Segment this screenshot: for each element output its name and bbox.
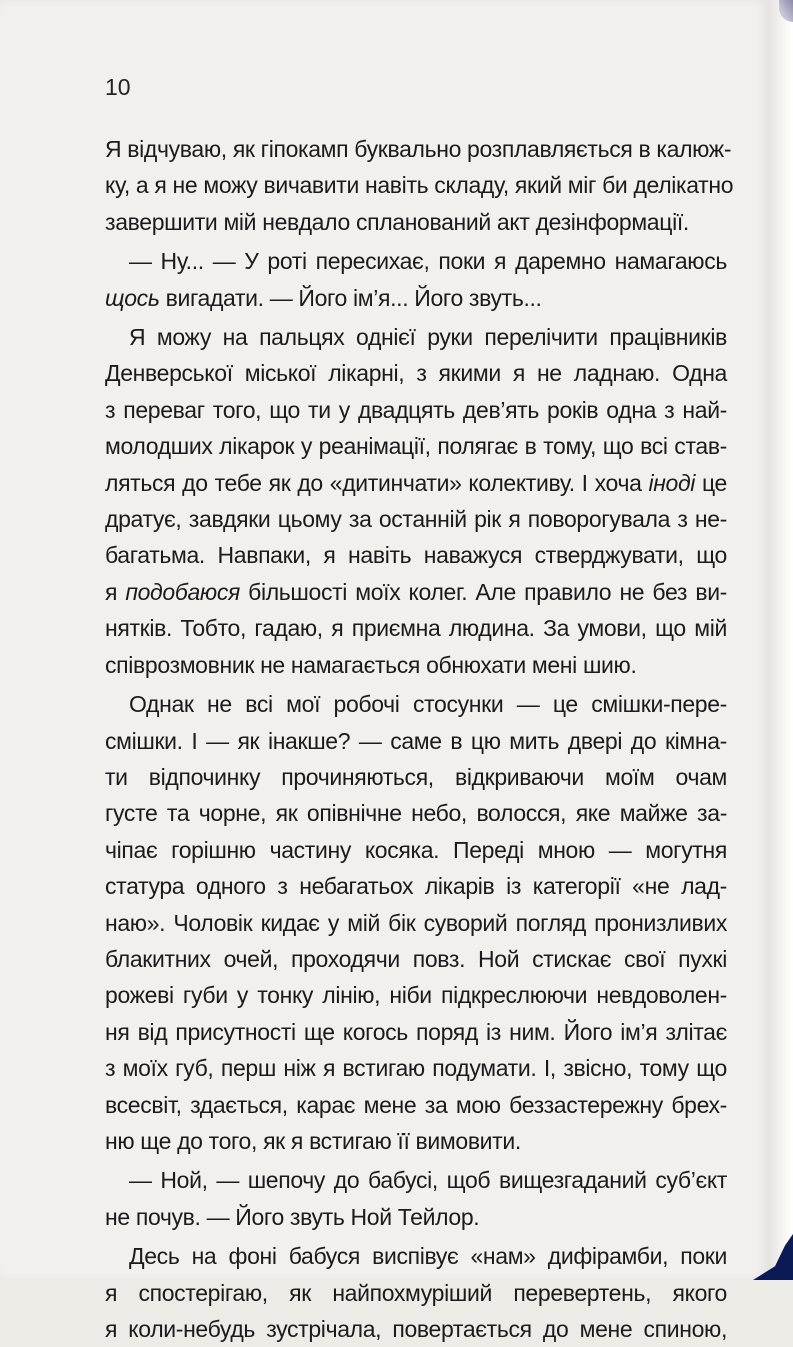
text-line: багатьма. Навпаки, я навіть наважуся стверджувати, що xyxy=(105,542,727,569)
text-line: Я можу на пальцях однієї руки перелічити працівників xyxy=(129,324,727,351)
text-line: співрозмовник не намагається обнюхати мені шию. xyxy=(105,651,637,678)
text-line: нятків. Тобто, гадаю, я приємна людина. За умови, що мій xyxy=(105,615,727,642)
text-line: я подобаюся більшості моїх колег. Але правило не без ви- xyxy=(105,578,727,605)
text-line: статура одного з небагатьох лікарів із категорії «не лад- xyxy=(105,873,727,900)
text-line: ню ще до того, як я встигаю її вимовити. xyxy=(105,1127,521,1154)
text-line: Десь на фоні бабуся виспівує «нам» дифірамби, поки xyxy=(129,1243,727,1270)
text-line: Я відчуваю, як гіпокамп буквально розплавляється в калюж- xyxy=(105,136,732,162)
text-line: молодших лікарок у реанімації, полягає в тому, що всі став- xyxy=(105,433,727,460)
text-line: смішки. І — як інакше? — саме в цю мить двері до кімна- xyxy=(105,727,727,754)
page-edge xyxy=(770,0,793,1280)
text-line: з моїх губ, перш ніж я встигаю подумати. І, звісно, тому що xyxy=(105,1055,727,1082)
text-line: ти відпочинку прочиняються, відкриваючи моїм очам xyxy=(105,763,727,790)
text-line: ня від присутності ще когось поряд із ним. Його ім’я злітає xyxy=(105,1018,727,1045)
page-number: 10 xyxy=(105,74,131,100)
text-line: Однак не всі мої робочі стосунки — це смішки-пере- xyxy=(129,691,727,718)
text-line: рожеві губи у тонку лінію, ніби підкреслюючи невдоволен- xyxy=(105,982,727,1009)
text-line: густе та чорне, як опівнічне небо, волосся, яке майже за- xyxy=(105,800,727,827)
text-line: я спостерігаю, як найпохмуріший перевертень, якого xyxy=(105,1279,727,1306)
text-line: дратує, завдяки цьому за останній рік я поворогувала з не- xyxy=(105,506,727,533)
text-line: всесвіт, здається, карає мене за мою беззастережну брех- xyxy=(105,1091,727,1118)
text-line: блакитних очей, проходячи повз. Ной стискає свої пухкі xyxy=(105,945,727,972)
text-line: наю». Чоловік кидає у мій бік суворий погляд пронизливих xyxy=(105,909,727,936)
text-line: я коли-небудь зустрічала, повертається до мене спиною, xyxy=(105,1316,727,1342)
text-line: не почув. — Його звуть Ной Тейлор. xyxy=(105,1203,480,1230)
text-line: ку, а я не можу вичавити навіть складу, який міг би делікатно xyxy=(105,172,734,199)
body-text xyxy=(105,131,734,1347)
text-line: з переваг того, що ти у двадцять дев’ять років одна з най- xyxy=(105,396,727,423)
text-line: завершити мій невдало спланований акт дезінформації. xyxy=(105,208,689,235)
text-line: чіпає горішню частину косяка. Переді мною — могутня xyxy=(105,836,727,863)
text-line: щось вигадати. — Його ім’я... Його звуть... xyxy=(105,284,542,311)
text-line: Денверської міської лікарні, з якими я не ладнаю. Одна xyxy=(105,360,727,387)
text-line: — Ну... — У роті пересихає, поки я даремно намагаюсь xyxy=(129,248,727,275)
text-line: ляться до тебе як до «дитинчати» колективу. І хоча іноді це xyxy=(105,469,727,496)
text-line: — Ной, — шепочу до бабусі, щоб вищезгаданий суб’єкт xyxy=(129,1167,727,1194)
